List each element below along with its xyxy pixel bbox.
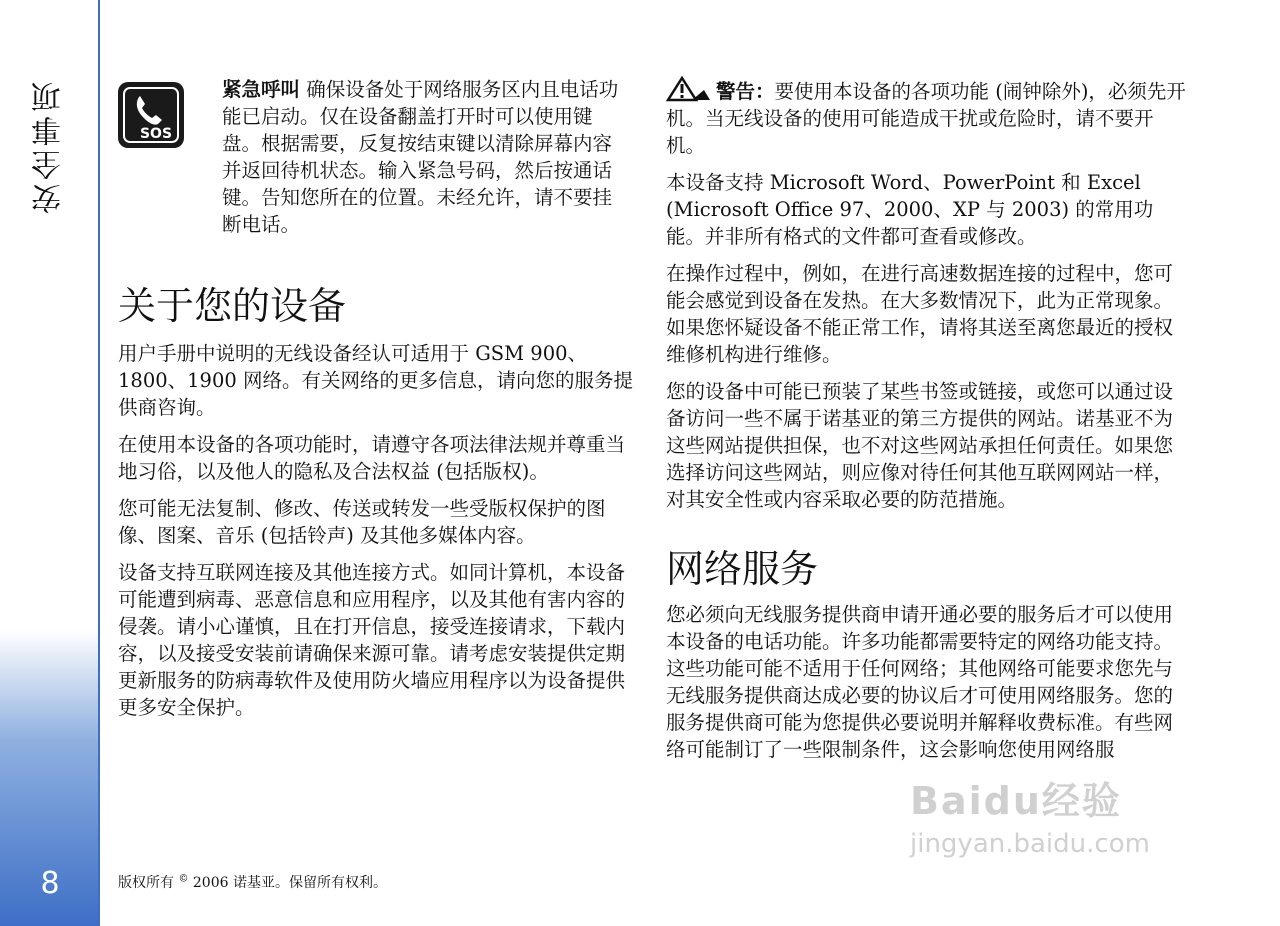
emergency-call-heading: 紧急呼叫	[222, 78, 301, 101]
heat-paragraph: 在操作过程中，例如，在进行高速数据连接的过程中，您可能会感觉到设备在发热。在大多数情况下，此为正常现象。如果您怀疑设备不能正常工作，请将其送至离您最近的授权维修机构进行维修。	[666, 262, 1174, 366]
warning-body: 要使用本设备的各项功能 (闹钟除外)，必须先开机。当无线设备的使用可能造成干扰或危险时，请不要开机。	[666, 80, 1186, 157]
copyright-prefix: 版权所有	[118, 875, 179, 891]
svg-text:SOS: SOS	[139, 126, 173, 142]
emergency-call-block	[118, 76, 638, 266]
about-device-heading: 关于您的设备	[118, 284, 347, 328]
emergency-call-text	[222, 76, 622, 238]
warning-paragraph	[666, 76, 1190, 159]
left-column	[118, 76, 638, 731]
copyright-suffix: 2006 诺基亚。保留所有权利。	[188, 875, 387, 891]
copyright-symbol: ©	[178, 873, 189, 885]
device-paragraph-network: 用户手册中说明的无线设备经认可适用于 GSM 900、1800、1900 网络。有关网络的更多信息，请向您的服务提供商咨询。	[118, 342, 633, 419]
warning-icon	[666, 76, 712, 102]
copyright-footer	[118, 872, 387, 892]
emergency-call-body: 确保设备处于网络服务区内且电话功能已启动。仅在设备翻盖打开时可以使用键盘。根据需要，反复按结束键以清除屏幕内容并返回待机状态。输入紧急号码，然后按通话键。告知您所在的位置。未经允许，请不要挂断电话。	[222, 78, 619, 236]
device-paragraph-laws: 在使用本设备的各项功能时，请遵守各项法律法规并尊重当地习俗，以及他人的隐私及合法权益 (包括版权)。	[118, 433, 626, 483]
section-title: 安全事项	[32, 78, 67, 214]
warning-heading: 警告：	[716, 80, 775, 103]
watermark-url: jingyan.baidu.com	[910, 829, 1150, 859]
network-services-heading: 网络服务	[666, 547, 819, 591]
device-paragraph-copyright: 您可能无法复制、修改、传送或转发一些受版权保护的图像、图案、音乐 (包括铃声) 及其他多媒体内容。	[118, 497, 606, 547]
device-paragraph-internet: 设备支持互联网连接及其他连接方式。如同计算机，本设备可能遭到病毒、恶意信息和应用程序，以及其他有害内容的侵袭。请小心谨慎，且在打开信息，接受连接请求，下载内容，以及接受安装前请确保来源可靠。请考虑安装提供定期更新服务的防病毒软件及使用防火墙应用程序以为设备提供更多安全保护。	[118, 561, 626, 719]
sos-phone-icon	[118, 82, 184, 148]
baidu-watermark	[910, 770, 1150, 859]
office-support-paragraph: 本设备支持 Microsoft Word、PowerPoint 和 Excel (Microsoft Office 97、2000、XP 与 2003) 的常用功能。并非所有格式的文件都可查看或修改。	[666, 171, 1154, 248]
network-services-paragraph: 您必须向无线服务提供商申请开通必要的服务后才可以使用本设备的电话功能。许多功能都需要特定的网络功能支持。这些功能可能不适用于任何网络；其他网络可能要求您先与无线服务提供商达成必要的协议后才可使用网络服务。您的服务提供商可能为您提供必要说明并解释收费标准。有些网络可能制订了一些限制条件，这会影响您使用网络服	[666, 603, 1174, 761]
side-divider-line	[98, 0, 100, 926]
right-column	[666, 76, 1190, 773]
watermark-title: Baidu经验	[910, 779, 1122, 823]
page-number: 8	[40, 866, 60, 901]
bookmarks-paragraph: 您的设备中可能已预装了某些书签或链接，或您可以通过设备访问一些不属于诺基亚的第三方提供的网站。诺基亚不为这些网站提供担保，也不对这些网站承担任何责任。如果您选择访问这些网站，则应像对待任何其他互联网网站一样，对其安全性或内容采取必要的防范措施。	[666, 380, 1174, 511]
